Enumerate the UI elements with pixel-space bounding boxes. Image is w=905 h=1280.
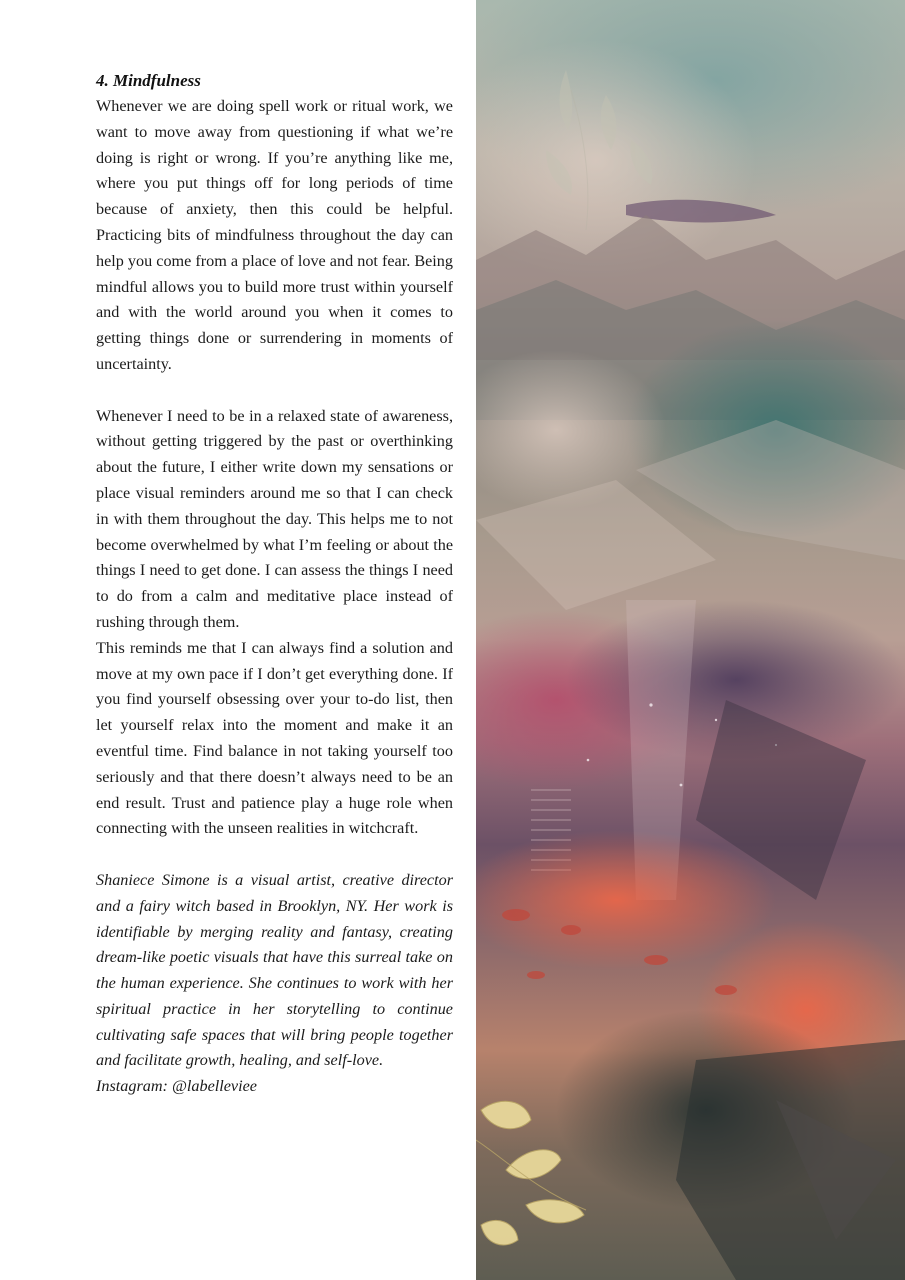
author-bio: Shaniece Simone is a visual artist, creative director and a fairy witch based in Brooklyn, NY. Her work is identifiable by merging reality and fantasy, creating dream-like poetic visuals that have this surreal take on the human experience. She continues to work with her spiritual practice in her storytelling to continue cultivating safe spaces that will bring people together and facilitate growth, healing, and self-love. [96, 870, 453, 1070]
artwork-illustration [476, 0, 905, 1280]
section-heading: 4. Mindfulness [96, 71, 201, 90]
artwork-image [476, 0, 905, 1280]
paragraph-2: Whenever I need to be in a relaxed state of awareness, without getting triggered by the past or overthinking about the future, I either write down my sensations or place visual reminders around me so that I can check in with them throughout the day. This helps me to not become overwhelmed by what I’m feeling or about the things I need to get done. I can assess the things I need to do from a calm and meditative place instead of rushing through them. [96, 406, 453, 631]
instagram-handle: Instagram: @labelleviee [96, 1077, 257, 1096]
article-column [96, 68, 453, 1100]
paragraph-spacer [96, 378, 453, 404]
paragraph-1: Whenever we are doing spell work or ritual work, we want to move away from questioning if what we’re doing is right or wrong. If you’re anything like me, where you put things off for long periods of time because of anxiety, then this could be helpful. Practicing bits of mindfulness throughout the day can help you come from a place of love and not fear. Being mindful allows you to build more trust within yourself and with the world around you when it comes to getting things done or surrendering in moments of uncertainty. [96, 97, 453, 373]
paragraph-spacer [96, 842, 453, 868]
paragraph-3: This reminds me that I can always find a solution and move at my own pace if I don’t get everything done. If you find yourself obsessing over your to-do list, then let yourself relax into the moment and make it an eventful time. Find balance in not taking yourself too seriously and that there doesn’t always need to be an end result. Trust and patience play a huge role when connecting with the unseen realities in witchcraft. [96, 638, 453, 838]
